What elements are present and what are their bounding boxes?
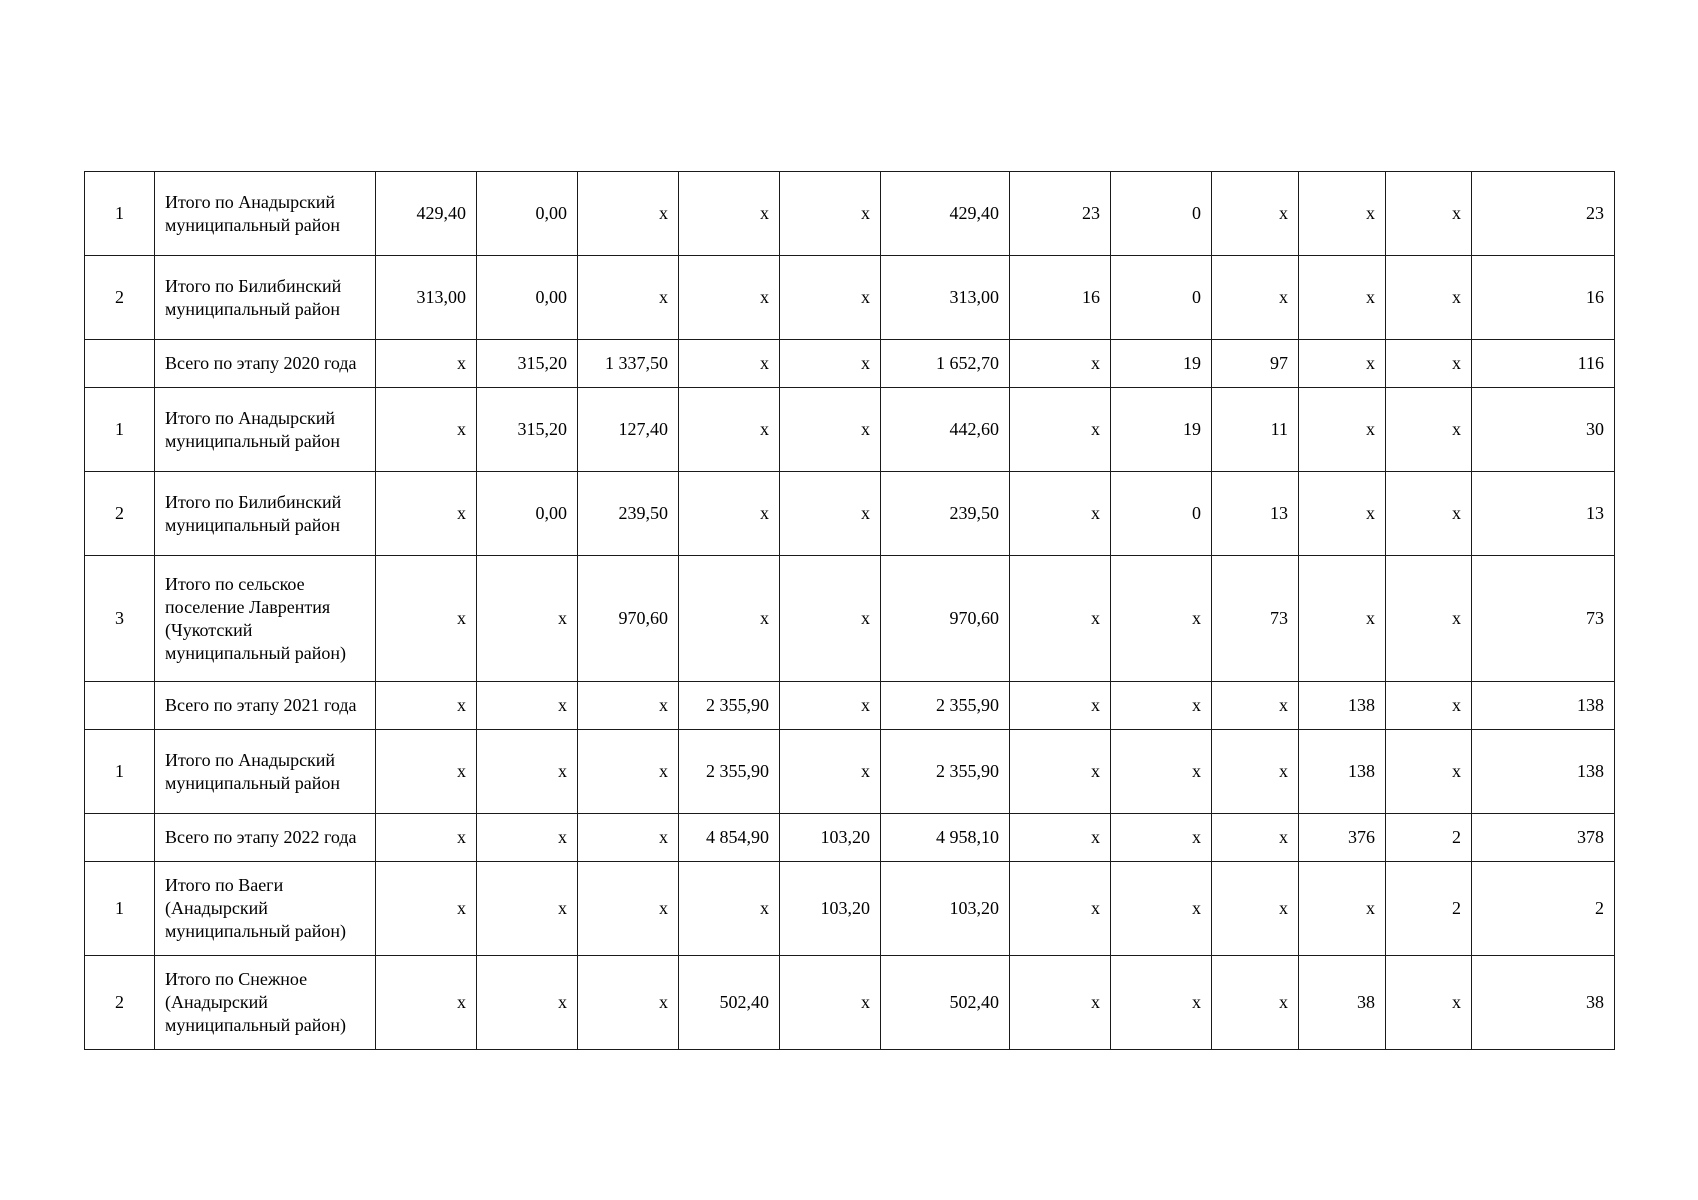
table-cell: 2: [1472, 862, 1615, 956]
table-cell: х: [1386, 340, 1472, 388]
row-number: 2: [85, 256, 155, 340]
table-cell: х: [780, 256, 881, 340]
table-cell: 2 355,90: [881, 682, 1010, 730]
row-name: Итого по Билибинский муниципальный район: [155, 472, 376, 556]
table-cell: 0,00: [477, 172, 578, 256]
table-cell: х: [578, 956, 679, 1050]
table-cell: х: [477, 862, 578, 956]
table-cell: х: [578, 814, 679, 862]
table-cell: х: [578, 256, 679, 340]
table-cell: 1 337,50: [578, 340, 679, 388]
row-name: Итого по Анадырский муниципальный район: [155, 388, 376, 472]
table-row: [85, 256, 1615, 340]
table-cell: 19: [1111, 388, 1212, 472]
table-cell: 239,50: [881, 472, 1010, 556]
row-number: 2: [85, 956, 155, 1050]
table-cell: х: [1010, 472, 1111, 556]
table-cell: 0,00: [477, 472, 578, 556]
table-cell: х: [376, 340, 477, 388]
table-cell: 19: [1111, 340, 1212, 388]
table-row: [85, 472, 1615, 556]
row-number: 1: [85, 862, 155, 956]
table-cell: 73: [1472, 556, 1615, 682]
table-cell: х: [1010, 956, 1111, 1050]
table-cell: 30: [1472, 388, 1615, 472]
table-cell: х: [1386, 256, 1472, 340]
table-row-subtotal: [85, 682, 1615, 730]
table-cell: х: [1386, 956, 1472, 1050]
table-cell: х: [679, 862, 780, 956]
table-cell: 502,40: [679, 956, 780, 1050]
table-cell: х: [376, 862, 477, 956]
table-cell: х: [1010, 862, 1111, 956]
table-cell: х: [1111, 556, 1212, 682]
table-cell: 103,20: [780, 862, 881, 956]
table-cell: х: [1386, 730, 1472, 814]
table-cell: х: [376, 388, 477, 472]
table-row: [85, 730, 1615, 814]
table-cell: 315,20: [477, 340, 578, 388]
table-cell: х: [1212, 172, 1299, 256]
table-cell: х: [376, 956, 477, 1050]
table-cell: 315,20: [477, 388, 578, 472]
table-row: [85, 172, 1615, 256]
table-cell: х: [477, 814, 578, 862]
table-cell: х: [1299, 862, 1386, 956]
table-row-subtotal: [85, 814, 1615, 862]
table-cell: х: [1386, 682, 1472, 730]
table-cell: 38: [1472, 956, 1615, 1050]
table-cell: х: [1010, 556, 1111, 682]
table-cell: х: [477, 956, 578, 1050]
table-cell: х: [376, 682, 477, 730]
table-cell: х: [1386, 556, 1472, 682]
table-cell: 0: [1111, 472, 1212, 556]
table-cell: х: [1386, 172, 1472, 256]
table-cell: 23: [1472, 172, 1615, 256]
table-cell: 138: [1472, 682, 1615, 730]
table-cell: 13: [1472, 472, 1615, 556]
table-cell: х: [1212, 730, 1299, 814]
table-cell: 313,00: [376, 256, 477, 340]
table-cell: 127,40: [578, 388, 679, 472]
table-cell: 138: [1299, 682, 1386, 730]
table-cell: х: [679, 172, 780, 256]
row-number: 1: [85, 730, 155, 814]
table-cell: 376: [1299, 814, 1386, 862]
table-cell: х: [780, 956, 881, 1050]
table-cell: х: [679, 388, 780, 472]
table-cell: х: [679, 556, 780, 682]
table-cell: х: [376, 814, 477, 862]
table-cell: х: [578, 172, 679, 256]
row-name: Всего по этапу 2022 года: [155, 814, 376, 862]
table-cell: 970,60: [578, 556, 679, 682]
table-cell: 16: [1472, 256, 1615, 340]
row-number: 2: [85, 472, 155, 556]
table-cell: 138: [1472, 730, 1615, 814]
table-cell: х: [780, 388, 881, 472]
table-cell: 73: [1212, 556, 1299, 682]
table-cell: 502,40: [881, 956, 1010, 1050]
table-cell: х: [578, 682, 679, 730]
row-name: Итого по Анадырский муниципальный район: [155, 730, 376, 814]
table-cell: 429,40: [881, 172, 1010, 256]
row-number: 1: [85, 172, 155, 256]
table-cell: 38: [1299, 956, 1386, 1050]
table-cell: 103,20: [780, 814, 881, 862]
row-number: 1: [85, 388, 155, 472]
table-cell: х: [1010, 388, 1111, 472]
table-cell: х: [376, 472, 477, 556]
table-cell: х: [1299, 388, 1386, 472]
row-number: 3: [85, 556, 155, 682]
table-cell: 4 958,10: [881, 814, 1010, 862]
data-table: [84, 171, 1615, 1050]
table-cell: х: [679, 256, 780, 340]
table-cell: 23: [1010, 172, 1111, 256]
table-cell: 2 355,90: [881, 730, 1010, 814]
table-row-subtotal: [85, 340, 1615, 388]
table-cell: 2: [1386, 862, 1472, 956]
table-cell: х: [578, 730, 679, 814]
row-name: Итого по Анадырский муниципальный район: [155, 172, 376, 256]
row-name: Итого по Билибинский муниципальный район: [155, 256, 376, 340]
table-body: [85, 172, 1615, 1050]
table-cell: х: [1212, 814, 1299, 862]
table-cell: х: [1111, 862, 1212, 956]
table-cell: 239,50: [578, 472, 679, 556]
row-name: Всего по этапу 2021 года: [155, 682, 376, 730]
table-cell: х: [679, 472, 780, 556]
table-cell: х: [1010, 814, 1111, 862]
table-cell: х: [780, 556, 881, 682]
table-cell: х: [1299, 472, 1386, 556]
table-cell: х: [780, 172, 881, 256]
table-cell: х: [1386, 388, 1472, 472]
table-cell: 13: [1212, 472, 1299, 556]
table-cell: х: [1111, 956, 1212, 1050]
table-cell: 0: [1111, 172, 1212, 256]
table-cell: х: [1212, 956, 1299, 1050]
table-cell: 313,00: [881, 256, 1010, 340]
row-name: Итого по сельское поселение Лаврентия (Чукотский муниципальный район): [155, 556, 376, 682]
table-cell: 97: [1212, 340, 1299, 388]
table-cell: 442,60: [881, 388, 1010, 472]
table-cell: х: [1299, 256, 1386, 340]
table-cell: х: [1010, 682, 1111, 730]
table-row: [85, 388, 1615, 472]
table-cell: х: [1212, 862, 1299, 956]
table-cell: х: [1010, 340, 1111, 388]
table-cell: х: [477, 556, 578, 682]
table-cell: х: [578, 862, 679, 956]
table-cell: х: [1111, 814, 1212, 862]
table-cell: х: [477, 682, 578, 730]
table-row: [85, 862, 1615, 956]
table-cell: х: [1299, 340, 1386, 388]
table-cell: 103,20: [881, 862, 1010, 956]
table-cell: х: [1212, 682, 1299, 730]
table-cell: 1 652,70: [881, 340, 1010, 388]
row-name: Всего по этапу 2020 года: [155, 340, 376, 388]
table-cell: 0: [1111, 256, 1212, 340]
table-cell: х: [1111, 682, 1212, 730]
table-cell: х: [1111, 730, 1212, 814]
table-cell: х: [780, 472, 881, 556]
table-cell: х: [477, 730, 578, 814]
table-cell: 2 355,90: [679, 682, 780, 730]
row-number: [85, 340, 155, 388]
table-cell: 2: [1386, 814, 1472, 862]
table-row: [85, 556, 1615, 682]
table-cell: х: [1299, 172, 1386, 256]
table-cell: 970,60: [881, 556, 1010, 682]
table-cell: 0,00: [477, 256, 578, 340]
table-cell: х: [780, 730, 881, 814]
table-cell: х: [1212, 256, 1299, 340]
table-cell: х: [1386, 472, 1472, 556]
table-cell: 16: [1010, 256, 1111, 340]
row-name: Итого по Снежное (Анадырский муниципальный район): [155, 956, 376, 1050]
table-cell: 4 854,90: [679, 814, 780, 862]
table-cell: х: [679, 340, 780, 388]
row-number: [85, 682, 155, 730]
table-cell: 11: [1212, 388, 1299, 472]
table-cell: х: [376, 730, 477, 814]
table-cell: 138: [1299, 730, 1386, 814]
table-cell: 116: [1472, 340, 1615, 388]
table-cell: 2 355,90: [679, 730, 780, 814]
table-cell: х: [1010, 730, 1111, 814]
row-number: [85, 814, 155, 862]
table-cell: х: [780, 340, 881, 388]
table-cell: х: [1299, 556, 1386, 682]
table-cell: х: [780, 682, 881, 730]
row-name: Итого по Ваеги (Анадырский муниципальный район): [155, 862, 376, 956]
table-cell: х: [376, 556, 477, 682]
table-cell: 378: [1472, 814, 1615, 862]
table-cell: 429,40: [376, 172, 477, 256]
table-row: [85, 956, 1615, 1050]
